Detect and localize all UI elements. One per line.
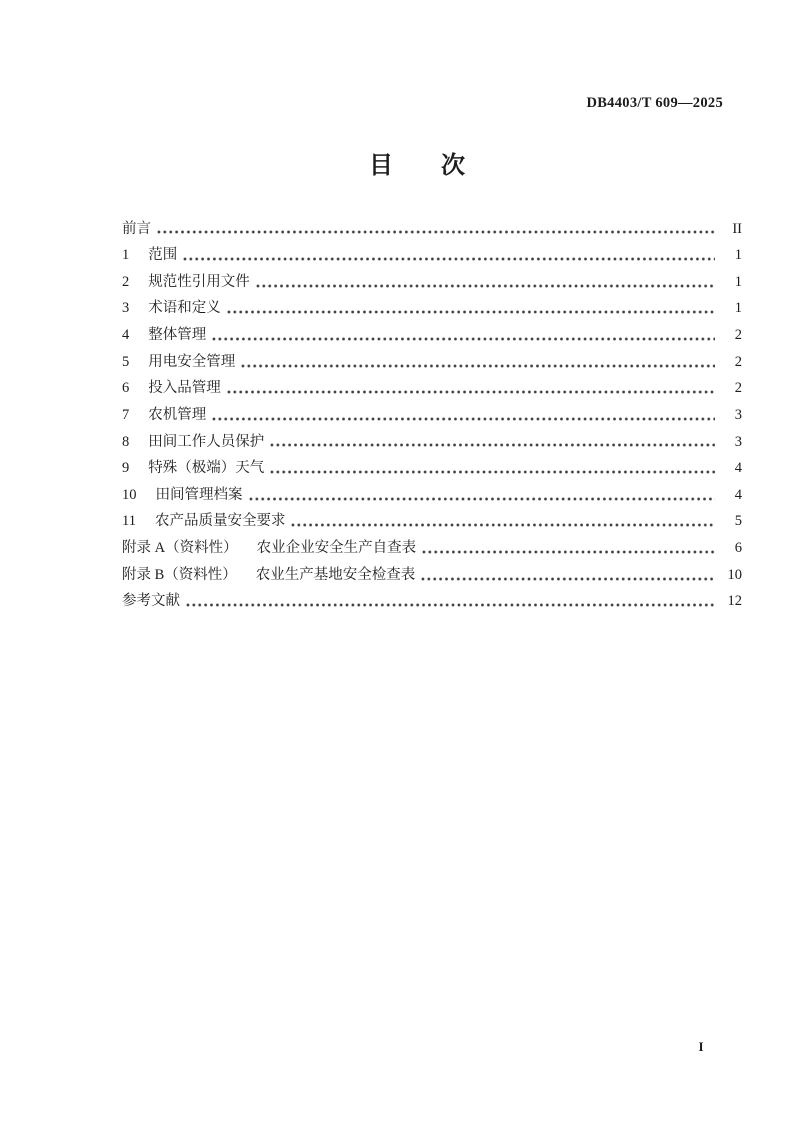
toc-entry-title: 用电安全管理 xyxy=(148,353,236,370)
toc-entry-page: 1 xyxy=(734,300,742,317)
toc-entry-title: 农业生产基地安全检查表 xyxy=(255,566,416,583)
toc-entry-number: 5 xyxy=(122,353,130,370)
toc-row xyxy=(122,562,742,589)
toc-entry-page: 12 xyxy=(727,593,742,610)
toc-entry-number: 6 xyxy=(122,380,130,397)
toc-leader-dots xyxy=(269,455,715,482)
toc-entry-page: 2 xyxy=(734,380,742,397)
toc-row xyxy=(122,455,742,482)
toc-entry-page: II xyxy=(732,220,742,237)
toc-entry-page: 4 xyxy=(734,486,742,503)
toc-leader-dots xyxy=(248,482,716,509)
toc-row xyxy=(122,508,742,535)
toc-row xyxy=(122,588,742,615)
toc-entry-number: 1 xyxy=(122,247,130,264)
toc-row xyxy=(122,295,742,322)
toc-row xyxy=(122,322,742,349)
page-number: I xyxy=(698,1039,704,1054)
toc-entry-page: 2 xyxy=(734,353,742,370)
toc-entry-number: 2 xyxy=(122,273,130,290)
toc-leader-dots xyxy=(185,588,715,615)
toc-entry-title: 田间管理档案 xyxy=(155,486,243,503)
toc-row xyxy=(122,535,742,562)
toc-row xyxy=(122,269,742,296)
toc-list xyxy=(122,216,742,615)
toc-row xyxy=(122,482,742,509)
toc-entry-number: 附录 A（资料性） xyxy=(122,540,238,557)
toc-leader-dots xyxy=(420,562,715,589)
toc-leader-dots xyxy=(269,429,715,456)
toc-entry-title: 术语和定义 xyxy=(148,300,221,317)
toc-leader-dots xyxy=(182,242,715,269)
toc-leader-dots xyxy=(240,349,715,376)
toc-entry-title: 特殊（极端）天气 xyxy=(148,460,265,477)
toc-entry-number: 11 xyxy=(122,513,136,530)
toc-entry-number: 8 xyxy=(122,433,130,450)
toc-entry-number: 9 xyxy=(122,460,130,477)
toc-row xyxy=(122,216,742,243)
toc-entry-title: 规范性引用文件 xyxy=(148,273,250,290)
toc-entry-number: 7 xyxy=(122,406,130,423)
toc-entry-number: 3 xyxy=(122,300,130,317)
toc-leader-dots xyxy=(156,216,715,243)
toc-row xyxy=(122,349,742,376)
toc-entry-title: 农产品质量安全要求 xyxy=(154,513,286,530)
toc-entry-number: 10 xyxy=(122,486,137,503)
toc-leader-dots xyxy=(421,535,715,562)
toc-entry-title: 农业企业安全生产自查表 xyxy=(256,540,417,557)
toc-leader-dots xyxy=(211,322,715,349)
toc-leader-dots xyxy=(255,269,715,296)
toc-leader-dots xyxy=(226,375,715,402)
toc-row xyxy=(122,402,742,429)
toc-entry-page: 3 xyxy=(734,406,742,423)
toc-row xyxy=(122,429,742,456)
toc-entry-title: 参考文献 xyxy=(122,593,180,610)
toc-row xyxy=(122,375,742,402)
toc-entry-number: 4 xyxy=(122,327,130,344)
toc-entry-page: 4 xyxy=(734,460,742,477)
toc-entry-title: 投入品管理 xyxy=(148,380,221,397)
toc-entry-number: 附录 B（资料性） xyxy=(122,566,237,583)
toc-entry-page: 10 xyxy=(727,566,742,583)
toc-entry-title: 整体管理 xyxy=(148,327,207,344)
toc-row xyxy=(122,242,742,269)
toc-entry-title: 农机管理 xyxy=(148,406,207,423)
toc-entry-page: 3 xyxy=(734,433,742,450)
toc-entry-page: 2 xyxy=(734,327,742,344)
toc-entry-page: 1 xyxy=(734,273,742,290)
toc-entry-page: 5 xyxy=(734,513,742,530)
toc-entry-title: 范围 xyxy=(148,247,178,264)
toc-entry-title: 前言 xyxy=(122,220,151,237)
toc-leader-dots xyxy=(211,402,715,429)
toc-entry-page: 6 xyxy=(734,540,742,557)
toc-leader-dots xyxy=(226,295,715,322)
toc-leader-dots xyxy=(290,508,715,535)
standard-code-header: DB4403/T 609—2025 xyxy=(586,95,723,111)
toc-entry-page: 1 xyxy=(734,247,742,264)
toc-entry-title: 田间工作人员保护 xyxy=(148,433,265,450)
page-title: 目 次 xyxy=(369,153,465,179)
